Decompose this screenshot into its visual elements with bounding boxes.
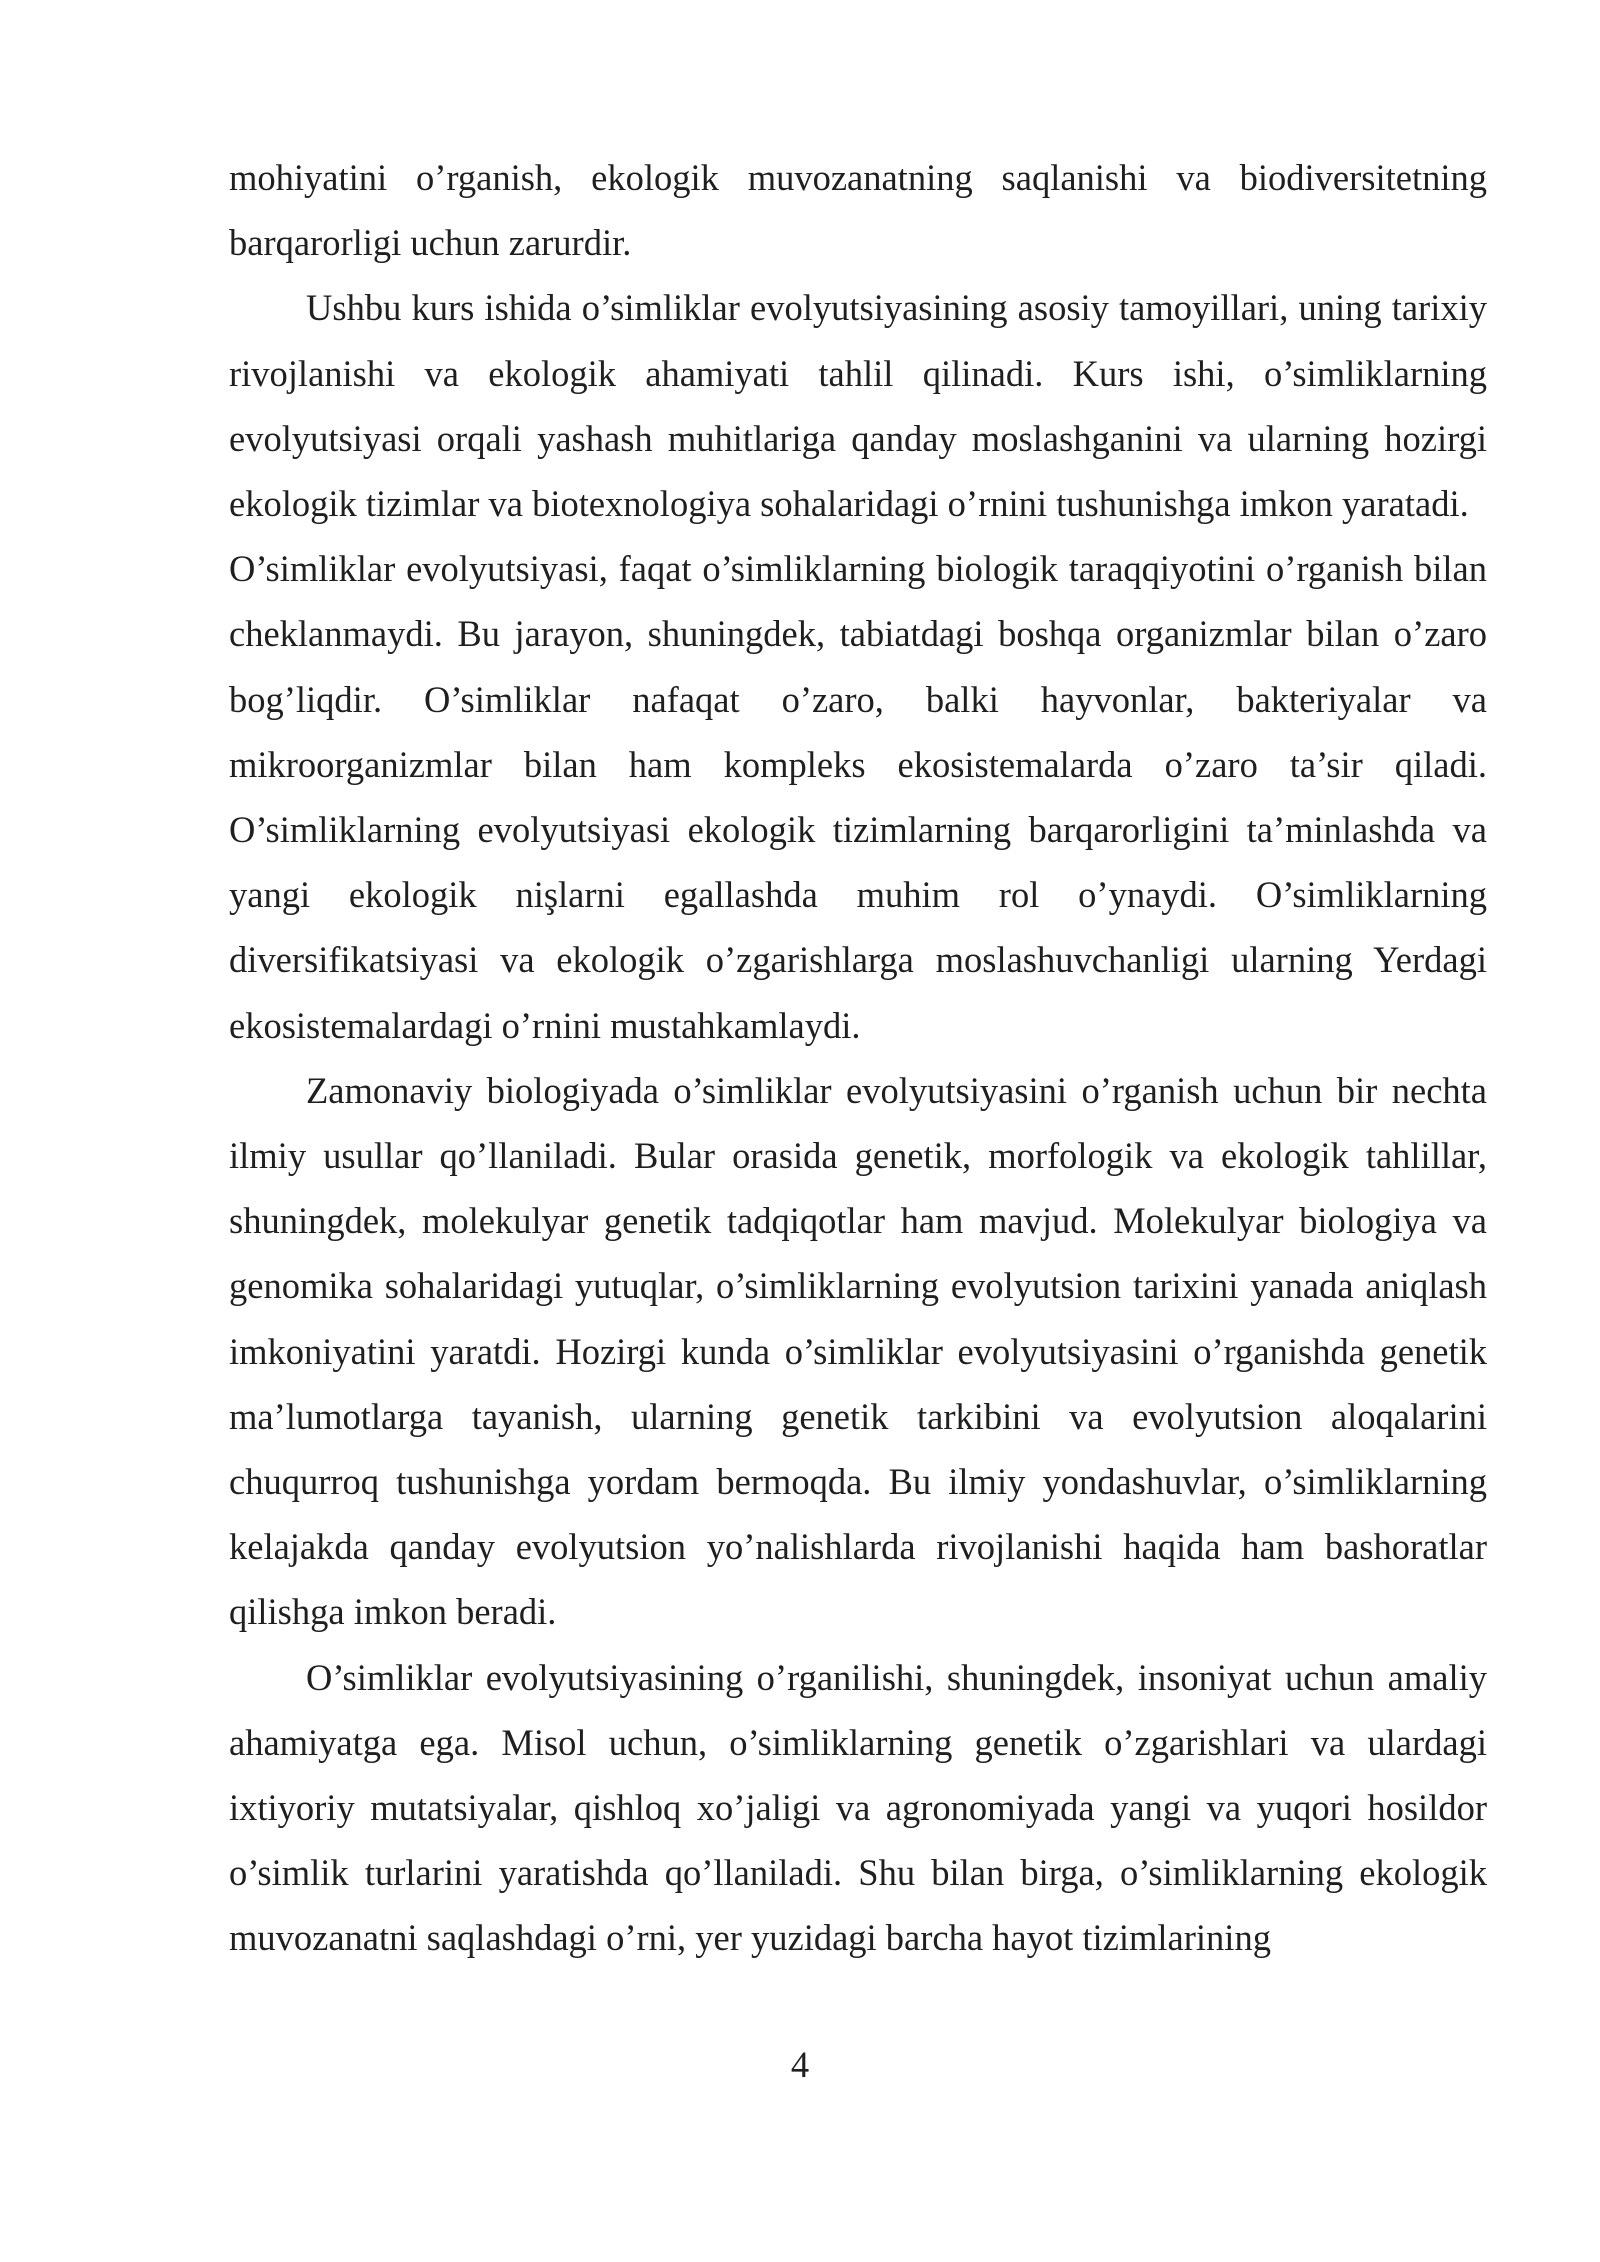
- paragraph-modern-biology: Zamonaviy biologiyada o’simliklar evolyutsiyasini o’rganish uchun bir nechta ilmiy usullar qo’llaniladi. Bular orasida genetik, morfologik va ekologik tahlillar, shuningdek, molekulyar genetik tadqiqotlar ham mavjud. Molekulyar biologiya va genomika sohalaridagi yutuqlar, o’simliklarning evolyutsion tarixini yanada aniqlash imkoniyatini yaratdi. Hozirgi kunda o’simliklar evolyutsiyasini o’rganishda genetik ma’lumotlarga tayanish, ularning genetik tarkibini va evolyutsion aloqalarini chuqurroq tushunishga yordam bermoqda. Bu ilmiy yondashuvlar, o’simliklarning kelajakda qanday evolyutsion yo’nalishlarda rivojlanishi haqida ham bashoratlar qilishga imkon beradi.: [229, 1069, 1487, 1633]
- paragraph-plant-evolution: O’simliklar evolyutsiyasi, faqat o’simliklarning biologik taraqqiyotini o’rganish bilan cheklanmaydi. Bu jarayon, shuningdek, tabiatdagi boshqa organizmlar bilan o’zaro bog’liqdir. O’simliklar nafaqat o’zaro, balki hayvonlar, bakteriyalar va mikroorganizmlar bilan ham kompleks ekosistemalarda o’zaro ta’sir qiladi. O’simliklarning evolyutsiyasi ekologik tizimlarning barqarorligini ta’minlashda va yangi ekologik nişlarni egallashda muhim rol o’ynaydi. O’simliklarning diversifikatsiyasi va ekologik o’zgarishlarga moslashuvchanligi ularning Yerdagi ekosistemalardagi o’rnini mustahkamlaydi.: [229, 548, 1487, 1046]
- paragraph-practical-importance: O’simliklar evolyutsiyasining o’rganilishi, shuningdek, insoniyat uchun amaliy ahamiyatga ega. Misol uchun, o’simliklarning genetik o’zgarishlari va ulardagi ixtiyoriy mutatsiyalar, qishloq xo’jaligi va agronomiyada yangi va yuqori hosildor o’simlik turlarini yaratishda qo’llaniladi. Shu bilan birga, o’simliklarning ekologik muvozanatni saqlashdagi o’rni, yer yuzidagi barcha hayot tizimlarining: [229, 1656, 1487, 1959]
- paragraph-course-work: Ushbu kurs ishida o’simliklar evolyutsiyasining asosiy tamoyillari, uning tarixiy rivojlanishi va ekologik ahamiyati tahlil qilinadi. Kurs ishi, o’simliklarning evolyutsiyasi orqali yashash muhitlariga qanday moslashganini va ularning hozirgi ekologik tizimlar va biotexnologiya sohalaridagi o’rnini tushunishga imkon yaratadi.: [229, 287, 1487, 525]
- paragraph-continuation: mohiyatini o’rganish, ekologik muvozanatning saqlanishi va biodiversitetning barqarorligi uchun zarurdir.: [229, 157, 1487, 264]
- body-text: [229, 145, 1487, 1971]
- page-number: 4: [790, 2044, 810, 2085]
